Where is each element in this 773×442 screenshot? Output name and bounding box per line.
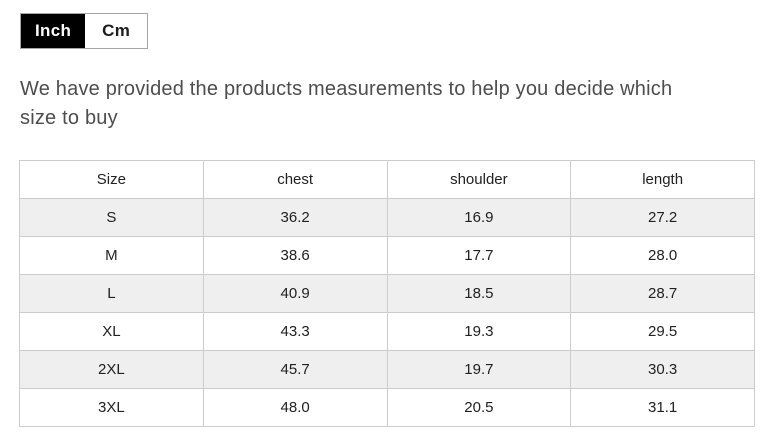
length-cell: 28.7 <box>571 275 755 313</box>
table-row <box>20 313 755 351</box>
table-header-row <box>20 161 755 199</box>
size-cell: S <box>20 199 204 237</box>
length-cell: 30.3 <box>571 351 755 389</box>
unit-toggle-inch[interactable]: Inch <box>21 14 85 48</box>
header-cell-shoulder: shoulder <box>387 161 571 199</box>
table-row <box>20 351 755 389</box>
measurements-description: We have provided the products measurements to help you decide which size to buy <box>20 78 673 129</box>
shoulder-cell: 16.9 <box>387 199 571 237</box>
chest-cell: 43.3 <box>203 313 387 351</box>
shoulder-cell: 19.7 <box>387 351 571 389</box>
size-cell: XL <box>20 313 204 351</box>
header-cell-size: Size <box>20 161 204 199</box>
length-cell: 29.5 <box>571 313 755 351</box>
chest-cell: 36.2 <box>203 199 387 237</box>
length-cell: 27.2 <box>571 199 755 237</box>
chest-cell: 38.6 <box>203 237 387 275</box>
shoulder-cell: 20.5 <box>387 389 571 427</box>
size-cell: L <box>20 275 204 313</box>
chest-cell: 45.7 <box>203 351 387 389</box>
unit-toggle <box>20 13 148 49</box>
size-cell: 2XL <box>20 351 204 389</box>
shoulder-cell: 18.5 <box>387 275 571 313</box>
table-row <box>20 199 755 237</box>
size-cell: M <box>20 237 204 275</box>
chest-cell: 48.0 <box>203 389 387 427</box>
table-row <box>20 275 755 313</box>
table-row <box>20 389 755 427</box>
length-cell: 28.0 <box>571 237 755 275</box>
size-cell: 3XL <box>20 389 204 427</box>
table-row <box>20 237 755 275</box>
unit-toggle-cm[interactable]: Cm <box>85 14 147 48</box>
header-cell-chest: chest <box>203 161 387 199</box>
header-cell-length: length <box>571 161 755 199</box>
shoulder-cell: 17.7 <box>387 237 571 275</box>
length-cell: 31.1 <box>571 389 755 427</box>
chest-cell: 40.9 <box>203 275 387 313</box>
size-table <box>19 160 755 427</box>
shoulder-cell: 19.3 <box>387 313 571 351</box>
